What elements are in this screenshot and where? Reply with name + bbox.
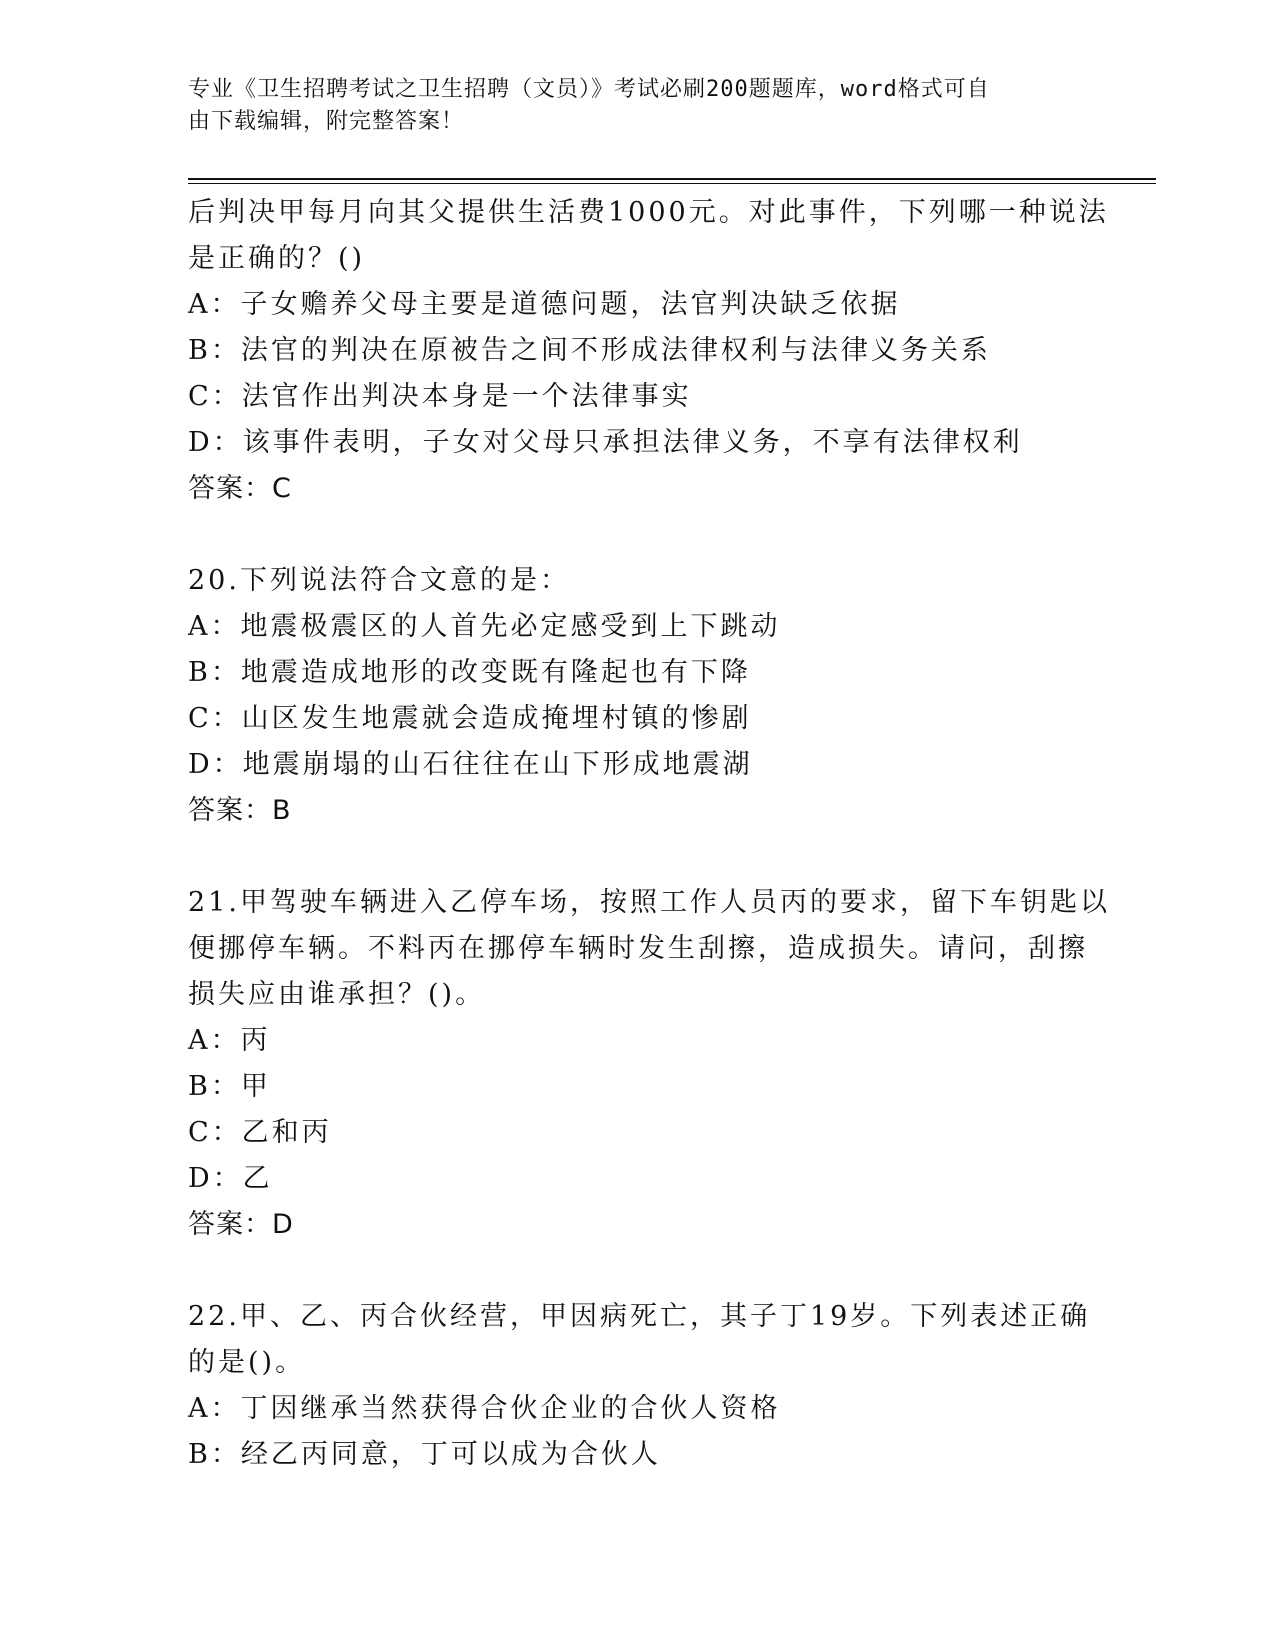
option-d: D：地震崩塌的山石往往在山下形成地震湖 [188, 749, 753, 780]
question-stem: 22.甲、乙、丙合伙经营，甲因病死亡，其子丁19岁。下列表述正确 [188, 1301, 1091, 1332]
question-19 [188, 190, 1109, 512]
question-22 [188, 1294, 1091, 1478]
option-c: C：法官作出判决本身是一个法律事实 [188, 381, 692, 412]
question-list [188, 190, 1110, 1478]
question-stem: 损失应由谁承担？()。 [188, 979, 486, 1010]
answer-label: 答案：B [188, 795, 292, 826]
option-b: B：甲 [188, 1071, 271, 1102]
question-stem: 20.下列说法符合文意的是： [188, 565, 570, 596]
header-line-2: 由下载编辑，附完整答案！ [188, 109, 465, 134]
answer-label: 答案：C [188, 473, 292, 504]
document-header [188, 74, 1068, 138]
option-d: D：乙 [188, 1163, 273, 1194]
option-b: B：法官的判决在原被告之间不形成法律权利与法律义务关系 [188, 335, 991, 366]
spacer [188, 834, 1088, 880]
header-line-1: 专业《卫生招聘考试之卫生招聘（文员）》考试必刷200题题库，word格式可自 [188, 77, 990, 102]
option-a: A：丁因继承当然获得合伙企业的合伙人资格 [188, 1393, 781, 1424]
option-a: A：丙 [188, 1025, 271, 1056]
option-a: A：地震极震区的人首先必定感受到上下跳动 [188, 611, 781, 642]
question-stem: 是正确的？() [188, 243, 366, 274]
question-stem: 21.甲驾驶车辆进入乙停车场，按照工作人员丙的要求，留下车钥匙以 [188, 887, 1110, 918]
option-b: B：经乙丙同意，丁可以成为合伙人 [188, 1439, 661, 1470]
question-21 [188, 880, 1110, 1248]
option-a: A：子女赡养父母主要是道德问题，法官判决缺乏依据 [188, 289, 901, 320]
question-stem: 的是()。 [188, 1347, 306, 1378]
spacer [188, 512, 1088, 558]
spacer [188, 1248, 1088, 1294]
header-divider-thick [188, 178, 1156, 180]
answer-label: 答案：D [188, 1209, 294, 1240]
question-20 [188, 558, 1088, 834]
option-d: D：该事件表明，子女对父母只承担法律义务，不享有法律权利 [188, 427, 1023, 458]
question-stem: 便挪停车辆。不料丙在挪停车辆时发生刮擦，造成损失。请问，刮擦 [188, 933, 1088, 964]
option-c: C：乙和丙 [188, 1117, 332, 1148]
header-divider-thin [188, 183, 1156, 184]
option-c: C：山区发生地震就会造成掩埋村镇的惨剧 [188, 703, 752, 734]
option-b: B：地震造成地形的改变既有隆起也有下降 [188, 657, 751, 688]
question-stem: 后判决甲每月向其父提供生活费1000元。对此事件，下列哪一种说法 [188, 197, 1109, 228]
